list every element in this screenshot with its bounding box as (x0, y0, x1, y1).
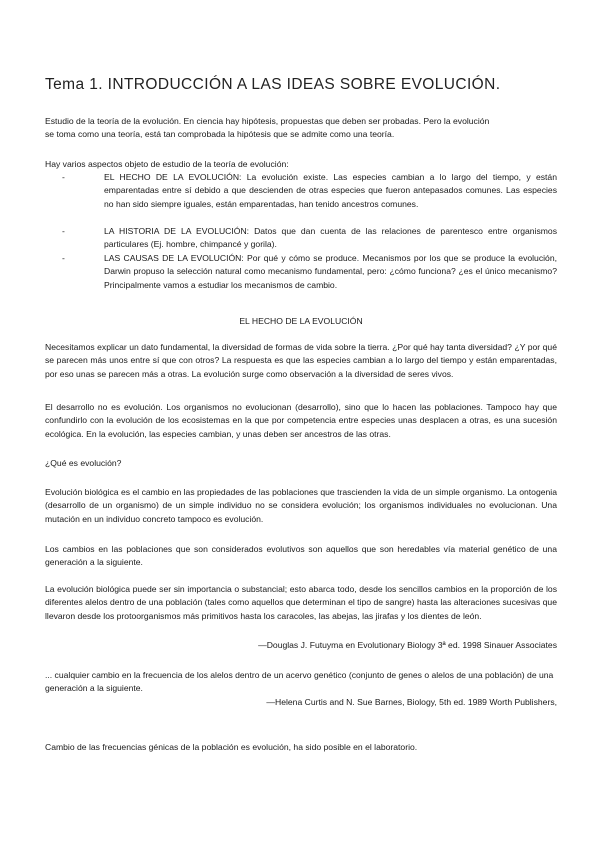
question-heading: ¿Qué es evolución? (45, 458, 122, 468)
paragraph-diversity: Necesitamos explicar un dato fundamental, la diversidad de formas de vida sobre la tierra. ¿Por qué hay tanta diversidad? ¿Y por qué se parecen más unos entre sí que con otros? La respuesta es que las especies cambian a lo largo del tiempo y están emparentadas, por eso unas se parecen más a otras. La evolución surge como observación a la diversidad de seres vivos. (45, 342, 557, 379)
list-item-text: LAS CAUSAS DE LA EVOLUCIÓN: Por qué y cómo se produce. Mecanismos por los que se produce la evolución, Darwin propuso la selección natural como mecanismo fundamental, pero: ¿cómo funciona? ¿es el único mecanismo? Principalmente vamos a estudiar los mecanismos de cambio. (104, 253, 557, 290)
aspects-list (62, 171, 557, 292)
list-bullet: - (62, 172, 65, 182)
list-item-text: LA HISTORIA DE LA EVOLUCIÓN: Datos que dan cuenta de las relaciones de parentesco entre organismos particulares (Ej. hombre, chimpancé y gorila). (104, 226, 557, 250)
paragraph-gene-frequency: Cambio de las frecuencias génicas de la población es evolución, ha sido posible en el laboratorio. (45, 742, 418, 752)
aspects-intro: Hay varios aspectos objeto de estudio de la teoría de evolución: (45, 159, 289, 169)
list-item (62, 171, 557, 225)
quote-attribution-curtis: —Helena Curtis and N. Sue Barnes, Biology, 5th ed. 1989 Worth Publishers, (266, 697, 557, 707)
paragraph-definition: Evolución biológica es el cambio en las propiedades de las poblaciones que trascienden la vida de un simple organismo. La ontogenia (desarrollo de un organismo) de un simple individuo no se considera evolución; los organismos individuales no evolucionan. Una mutación en un individuo concreto tampoco es evolución. (45, 487, 557, 524)
paragraph-development: El desarrollo no es evolución. Los organismos no evolucionan (desarrollo), sino que lo hacen las poblaciones. Tampoco hay que confundirlo con la evolución de los ecosistemas en la que por competencia entre especies unas desplacen a otras, es una sucesión ecológica. En la evolución, las especies cambian, y unas deben ser ancestros de las otras. (45, 402, 557, 439)
intro-paragraph (45, 115, 557, 142)
intro-line-2: se toma como una teoría, está tan comprobada la hipótesis que se admite como una teoría. (45, 129, 395, 140)
list-item-text: EL HECHO DE LA EVOLUCIÓN: La evolución existe. Las especies cambian a lo largo del tiempo, y están emparentadas entre sí debido a que descienden de otras especies que fueron antepasados comunes. Las especies no han sido siempre iguales, están emparentadas, han tenido ancestros comunes. (104, 172, 557, 209)
page-title: Tema 1. INTRODUCCIÓN A LAS IDEAS SOBRE EVOLUCIÓN. (45, 76, 501, 93)
paragraph-heritable: Los cambios en las poblaciones que son considerados evolutivos son aquellos que son heredables vía material genético de una generación a la siguiente. (45, 544, 557, 568)
section-heading: EL HECHO DE LA EVOLUCIÓN (239, 316, 363, 326)
paragraph-futuyma-quote: La evolución biológica puede ser sin importancia o substancial; esto abarca todo, desde los sencillos cambios en la proporción de los diferentes alelos dentro de una población (tales como aquellos que determinan el tipo de sangre) hasta las alteraciones sucesivas que llevaron desde los protoorganismos más primitivos hasta los caracoles, las abejas, las jirafas y los dientes de león. (45, 584, 557, 621)
list-item (62, 225, 557, 252)
paragraph-curtis-quote: ... cualquier cambio en la frecuencia de los alelos dentro de un acervo genético (conjunto de genes o alelos de una población) de una generación a la siguiente. (45, 670, 554, 694)
list-bullet: - (62, 253, 65, 263)
quote-attribution-futuyma: —Douglas J. Futuyma en Evolutionary Biology 3ª ed. 1998 Sinauer Associates (258, 640, 557, 650)
intro-line-1: Estudio de la teoría de la evolución. En ciencia hay hipótesis, propuestas que deben ser probadas. Pero la evolución (45, 116, 490, 126)
list-bullet: - (62, 226, 65, 236)
list-item (62, 252, 557, 292)
